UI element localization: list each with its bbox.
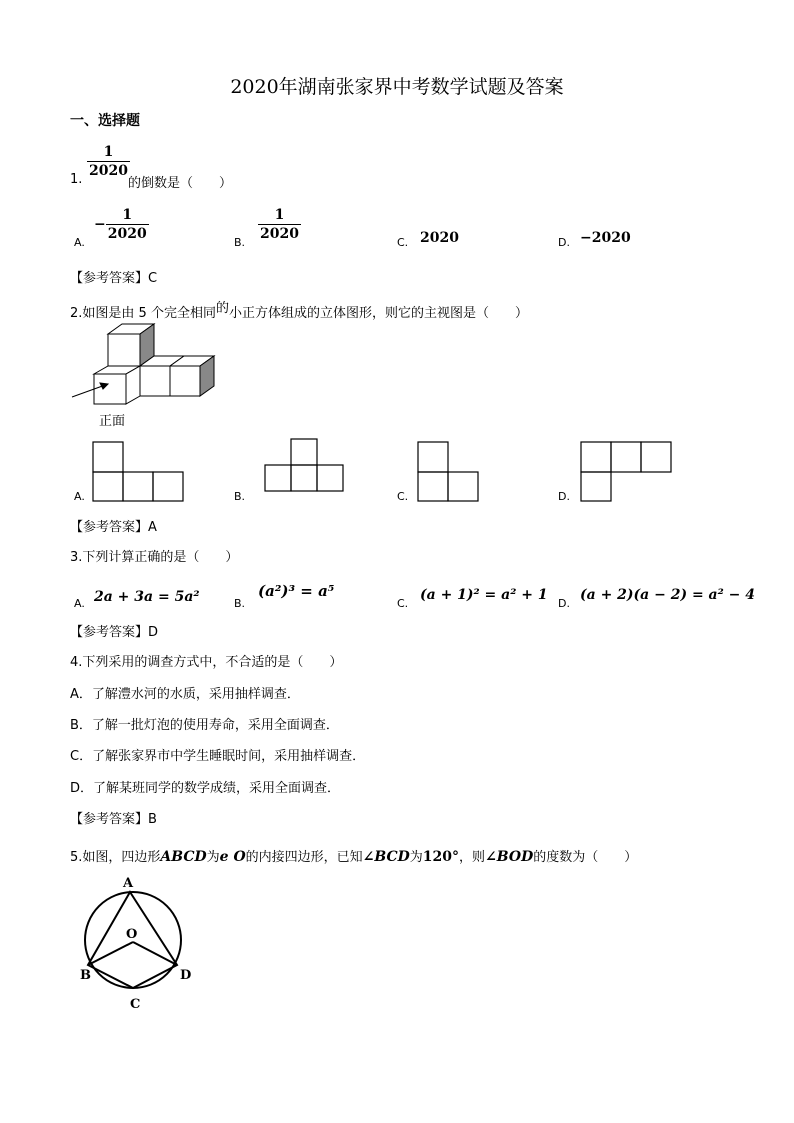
q2-option-c-figure [417,440,481,504]
q3-stem: 3.下列计算正确的是（ ） [70,550,239,565]
q2-stem: 2.如图是由 5 个完全相同的小正方体组成的立体图形，则它的主视图是（ ） [70,301,528,321]
q2-answer: 【参考答案】A [70,520,157,535]
q1-option-d-label: D. [558,236,570,249]
q4-stem: 4.下列采用的调查方式中，不合适的是（ ） [70,655,343,670]
q1-option-c: 2020 [420,230,459,246]
q4-option-c: C．了解张家界市中学生睡眠时间，采用抽样调查． [70,749,366,764]
q2-option-b-figure [263,437,345,493]
q3-option-c: (a + 1)² = a² + 1 [420,587,548,603]
q3-option-c-label: C. [397,597,409,610]
q1-option-c-label: C. [397,236,409,249]
q4-option-d: D．了解某班同学的数学成绩，采用全面调查． [70,781,341,796]
q2-option-b-label: B. [234,490,246,503]
point-c-label: C [130,997,141,1012]
q1-answer: 【参考答案】C [70,271,158,286]
point-a-label: A [123,876,134,891]
q1-option-b: $\frac{1}{2020}$ [260,207,299,242]
q1-option-d: −2020 [580,230,631,246]
q4-option-a: A．了解澧水河的水质，采用抽样调查． [70,687,300,702]
q5-stem: 5.如图，四边形ABCD为e O的内接四边形，已知∠BCD为120°，则∠BOD的度数为（ ） [70,849,638,865]
q1-fraction: $\frac{1}{2020}$ [89,144,128,179]
q4-answer: 【参考答案】B [70,812,157,827]
q3-answer: 【参考答案】D [70,625,159,640]
page-title: 2020年湖南张家界中考数学试题及答案 [230,76,564,98]
q1-stem: 的倒数是（ ） [128,176,233,191]
section-heading: 一、选择题 [70,113,140,129]
q1-option-b-label: B. [234,236,246,249]
q2-option-d-figure [580,440,674,504]
point-d-label: D [180,968,192,983]
circle-figure [78,875,194,1015]
q4-option-b: B．了解一批灯泡的使用寿命，采用全面调查． [70,718,339,733]
q1-option-a: − $\frac{1}{2020}$ [94,207,147,242]
q2-option-d-label: D. [558,490,570,503]
q2-option-a-figure [92,440,186,504]
q1-option-a-label: A. [74,236,85,249]
q3-option-d: (a + 2)(a − 2) = a² − 4 [580,587,755,603]
q3-option-a-label: A. [74,597,85,610]
q3-option-b: (a²)³ = a⁵ [258,582,335,600]
point-b-label: B [80,968,91,983]
q1-number: 1. [70,172,83,187]
q2-option-c-label: C. [397,490,409,503]
q2-option-a-label: A. [74,490,85,503]
point-o-label: O [126,927,138,942]
q3-option-b-label: B. [234,597,246,610]
q3-option-a: 2a + 3a = 5a² [94,589,200,605]
q3-option-d-label: D. [558,597,570,610]
front-label: 正面 [99,414,126,429]
cube-figure [70,322,220,432]
